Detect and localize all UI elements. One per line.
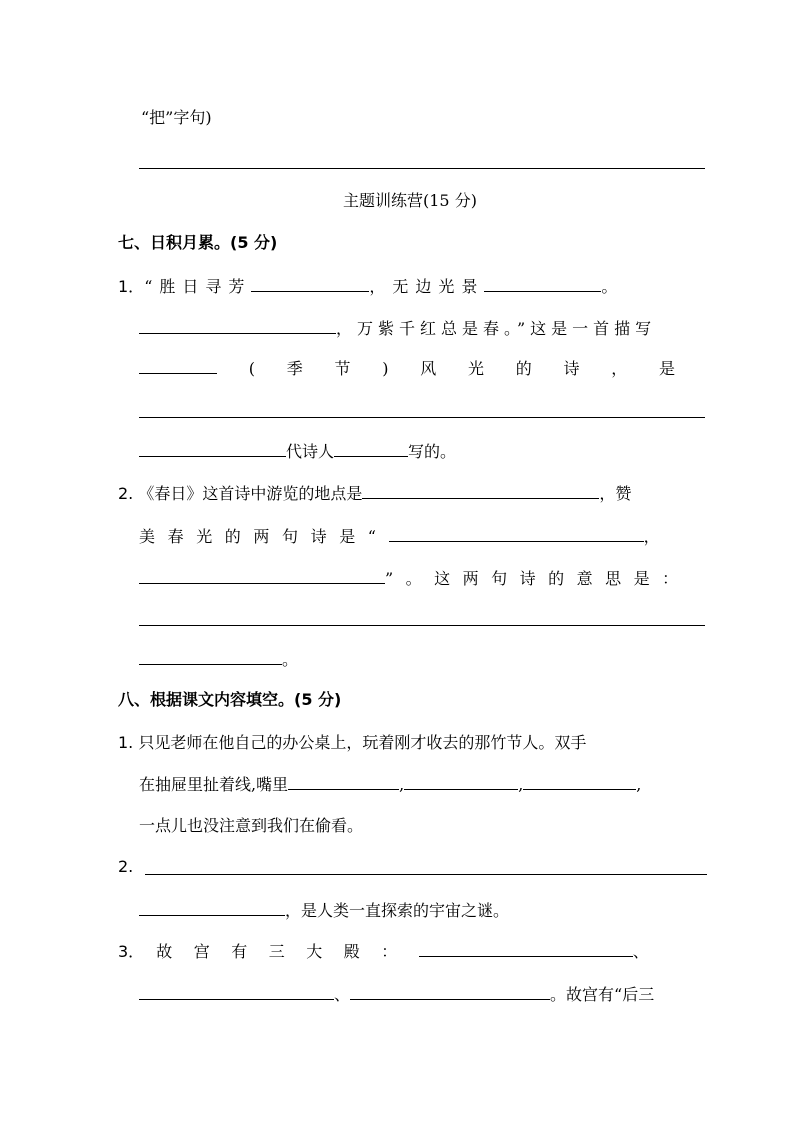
- q8-1-line-1: 1. 只见老师在他自己的办公桌上，玩着刚才收去的那竹节人。双手: [118, 733, 587, 752]
- q8-1-line-3: 一点儿也没注意到我们在偷看。: [139, 816, 364, 835]
- continued-question-text: “把”字句): [141, 108, 212, 127]
- question-number: 2.: [118, 857, 134, 876]
- fill-blank[interactable]: [139, 317, 336, 334]
- fill-blank[interactable]: [139, 357, 217, 374]
- answer-line: [145, 874, 707, 875]
- section-title: 主题训练营(15 分): [343, 191, 477, 210]
- question-number: 1．: [118, 277, 145, 296]
- fill-blank[interactable]: [484, 275, 601, 292]
- q7-1-line-1: 1．“胜日寻芳 ，无边光景 。: [118, 277, 618, 296]
- q8-2-line-2: ，是人类一直探索的宇宙之谜。: [139, 899, 509, 922]
- q8-3-line-1: 3． 故宫有三大殿： 、: [118, 942, 649, 961]
- fill-blank[interactable]: [523, 773, 636, 790]
- q7-1-line-3: ( 季 节 ) 风 光 的 诗 ， 是: [139, 357, 675, 380]
- q8-3-line-2: 、 。故宫有“后三: [139, 983, 654, 1006]
- fill-blank[interactable]: [288, 773, 399, 790]
- q7-1-line-2: ，万紫千红总是春。”这是一首描写: [139, 317, 656, 340]
- fill-blank[interactable]: [251, 275, 369, 292]
- section-7-heading: 七、日积月累。(5 分): [118, 233, 278, 252]
- q7-2-line-2: 美春光的两句诗是“ ，: [139, 527, 660, 546]
- fill-blank[interactable]: [139, 648, 282, 665]
- fill-blank[interactable]: [334, 440, 408, 457]
- q7-2-line-3: ”。这两句诗的意思是：: [139, 567, 691, 590]
- fill-blank[interactable]: [139, 983, 334, 1000]
- q7-2-line-1: 2. 《春日》这首诗中游览的地点是 ，赞: [118, 484, 632, 503]
- question-number: 2.: [118, 484, 134, 503]
- question-number: 3．: [118, 942, 145, 961]
- answer-line: [139, 168, 705, 169]
- question-number: 1.: [118, 733, 134, 752]
- fill-blank[interactable]: [362, 482, 599, 499]
- fill-blank[interactable]: [404, 773, 518, 790]
- fill-blank[interactable]: [139, 899, 285, 916]
- answer-line: [139, 625, 705, 626]
- fill-blank[interactable]: [419, 940, 633, 957]
- fill-blank[interactable]: [139, 567, 385, 584]
- q8-1-line-2: 在抽屉里扯着线,嘴里 , , ,: [139, 775, 642, 794]
- answer-line: [139, 417, 705, 418]
- section-8-heading: 八、根据课文内容填空。(5 分): [118, 690, 342, 709]
- q7-1-line-5: 代诗人 写的。: [139, 440, 456, 463]
- fill-blank[interactable]: [350, 983, 550, 1000]
- fill-blank[interactable]: [139, 440, 286, 457]
- q7-2-line-5: 。: [139, 648, 298, 671]
- fill-blank[interactable]: [389, 525, 644, 542]
